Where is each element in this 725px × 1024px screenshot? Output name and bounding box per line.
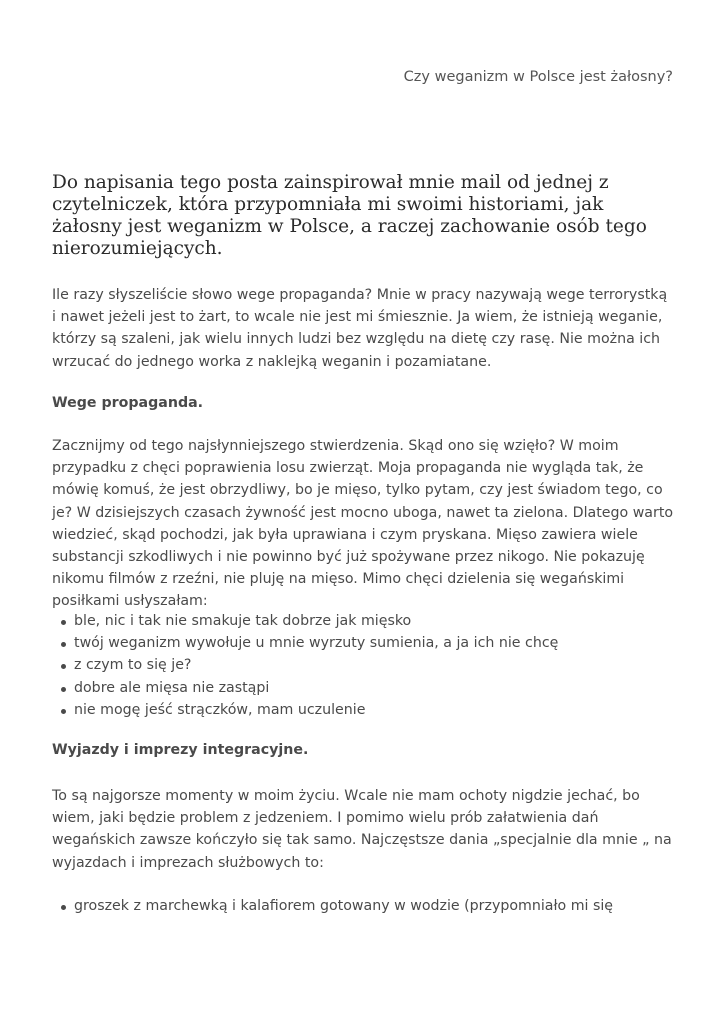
list-item-text: ble, nic i tak nie smakuje tak dobrze jak mięsko	[74, 613, 412, 629]
list-item-text: dobre ale mięsa nie zastąpi	[74, 679, 270, 696]
bullet-dot	[61, 642, 66, 647]
section-heading-wyjazdy: Wyjazdy i imprezy integracyjne.	[52, 742, 309, 758]
list-item	[52, 699, 558, 721]
list-item	[52, 895, 613, 917]
section2-paragraph: To są najgorsze momenty w moim życiu. Wcale nie mam ochoty nigdzie jechać, bo wiem, jaki będzie problem z jedzeniem. I pomimo wielu prób załatwienia dań wegańskich zawsze kończyło się tak samo. Najczęstsze dania „specjalnie dla mnie „ na wyjazdach i imprezach służbowych to:	[52, 788, 672, 871]
list-item	[52, 632, 558, 654]
list-item-text: twój weganizm wywołuje u mnie wyrzuty sumienia, a ja ich nie chcę	[74, 635, 559, 652]
bullet-dot	[61, 664, 66, 669]
section1-paragraph: Zacznijmy od tego najsłynniejszego stwierdzenia. Skąd ono się wzięło? W moim przypadku z chęci poprawienia losu zwierząt. Moja propaganda nie wygląda tak, że mówię komuś, że jest obrzydliwy, bo je mięso, tylko pytam, czy jest świadom tego, co je? W dzisiejszych czasach żywność jest mocno uboga, nawet ta zielona. Dlatego warto wiedzieć, skąd pochodzi, jak była uprawiana i czym pryskana. Mięso zawiera wiele substancji szkodliwych i nie powinno być już spożywane przez nikogo. Nie pokazuję nikomu filmów z rzeźni, nie pluję na mięso. Mimo chęci dzielenia się wegańskimi posiłkami usłyszałam:	[52, 438, 674, 610]
intro-paragraph: Ile razy słyszeliście słowo wege propaganda? Mnie w pracy nazywają wege terrorystką i nawet jeżeli jest to żart, to wcale nie jest mi śmiesznie. Ja wiem, że istnieją weganie, którzy są szaleni, jak wielu innych ludzi bez względu na dietę czy rasę. Nie można ich wrzucać do jednego worka z naklejką weganin i pozamiatane.	[52, 287, 668, 370]
bullet-dot	[61, 687, 66, 692]
bullet-dot	[61, 905, 66, 910]
bullet-dot	[61, 620, 66, 625]
list-item-text: z czym to się je?	[74, 657, 192, 674]
list-item-text: nie mogę jeść strączków, mam uczulenie	[74, 701, 366, 718]
lead-paragraph: Do napisania tego posta zainspirował mnie mail od jednej z czytelniczek, która przypomniała mi swoimi historiami, jak żałosny jest weganizm w Polsce, a raczej zachowanie osób tego nierozumiejących.	[52, 172, 647, 259]
bullet-dot	[61, 709, 66, 714]
list-item-text: groszek z marchewką i kalafiorem gotowany w wodzie (przypomniało mi się	[74, 898, 614, 914]
page-header-title: Czy weganizm w Polsce jest żałosny?	[403, 69, 673, 85]
section1-bullet-list	[52, 610, 558, 721]
list-item	[52, 610, 558, 632]
list-item	[52, 677, 558, 699]
section2-bullet-list	[52, 895, 613, 917]
section-heading-wege-propaganda: Wege propaganda.	[52, 395, 204, 411]
list-item	[52, 654, 558, 676]
